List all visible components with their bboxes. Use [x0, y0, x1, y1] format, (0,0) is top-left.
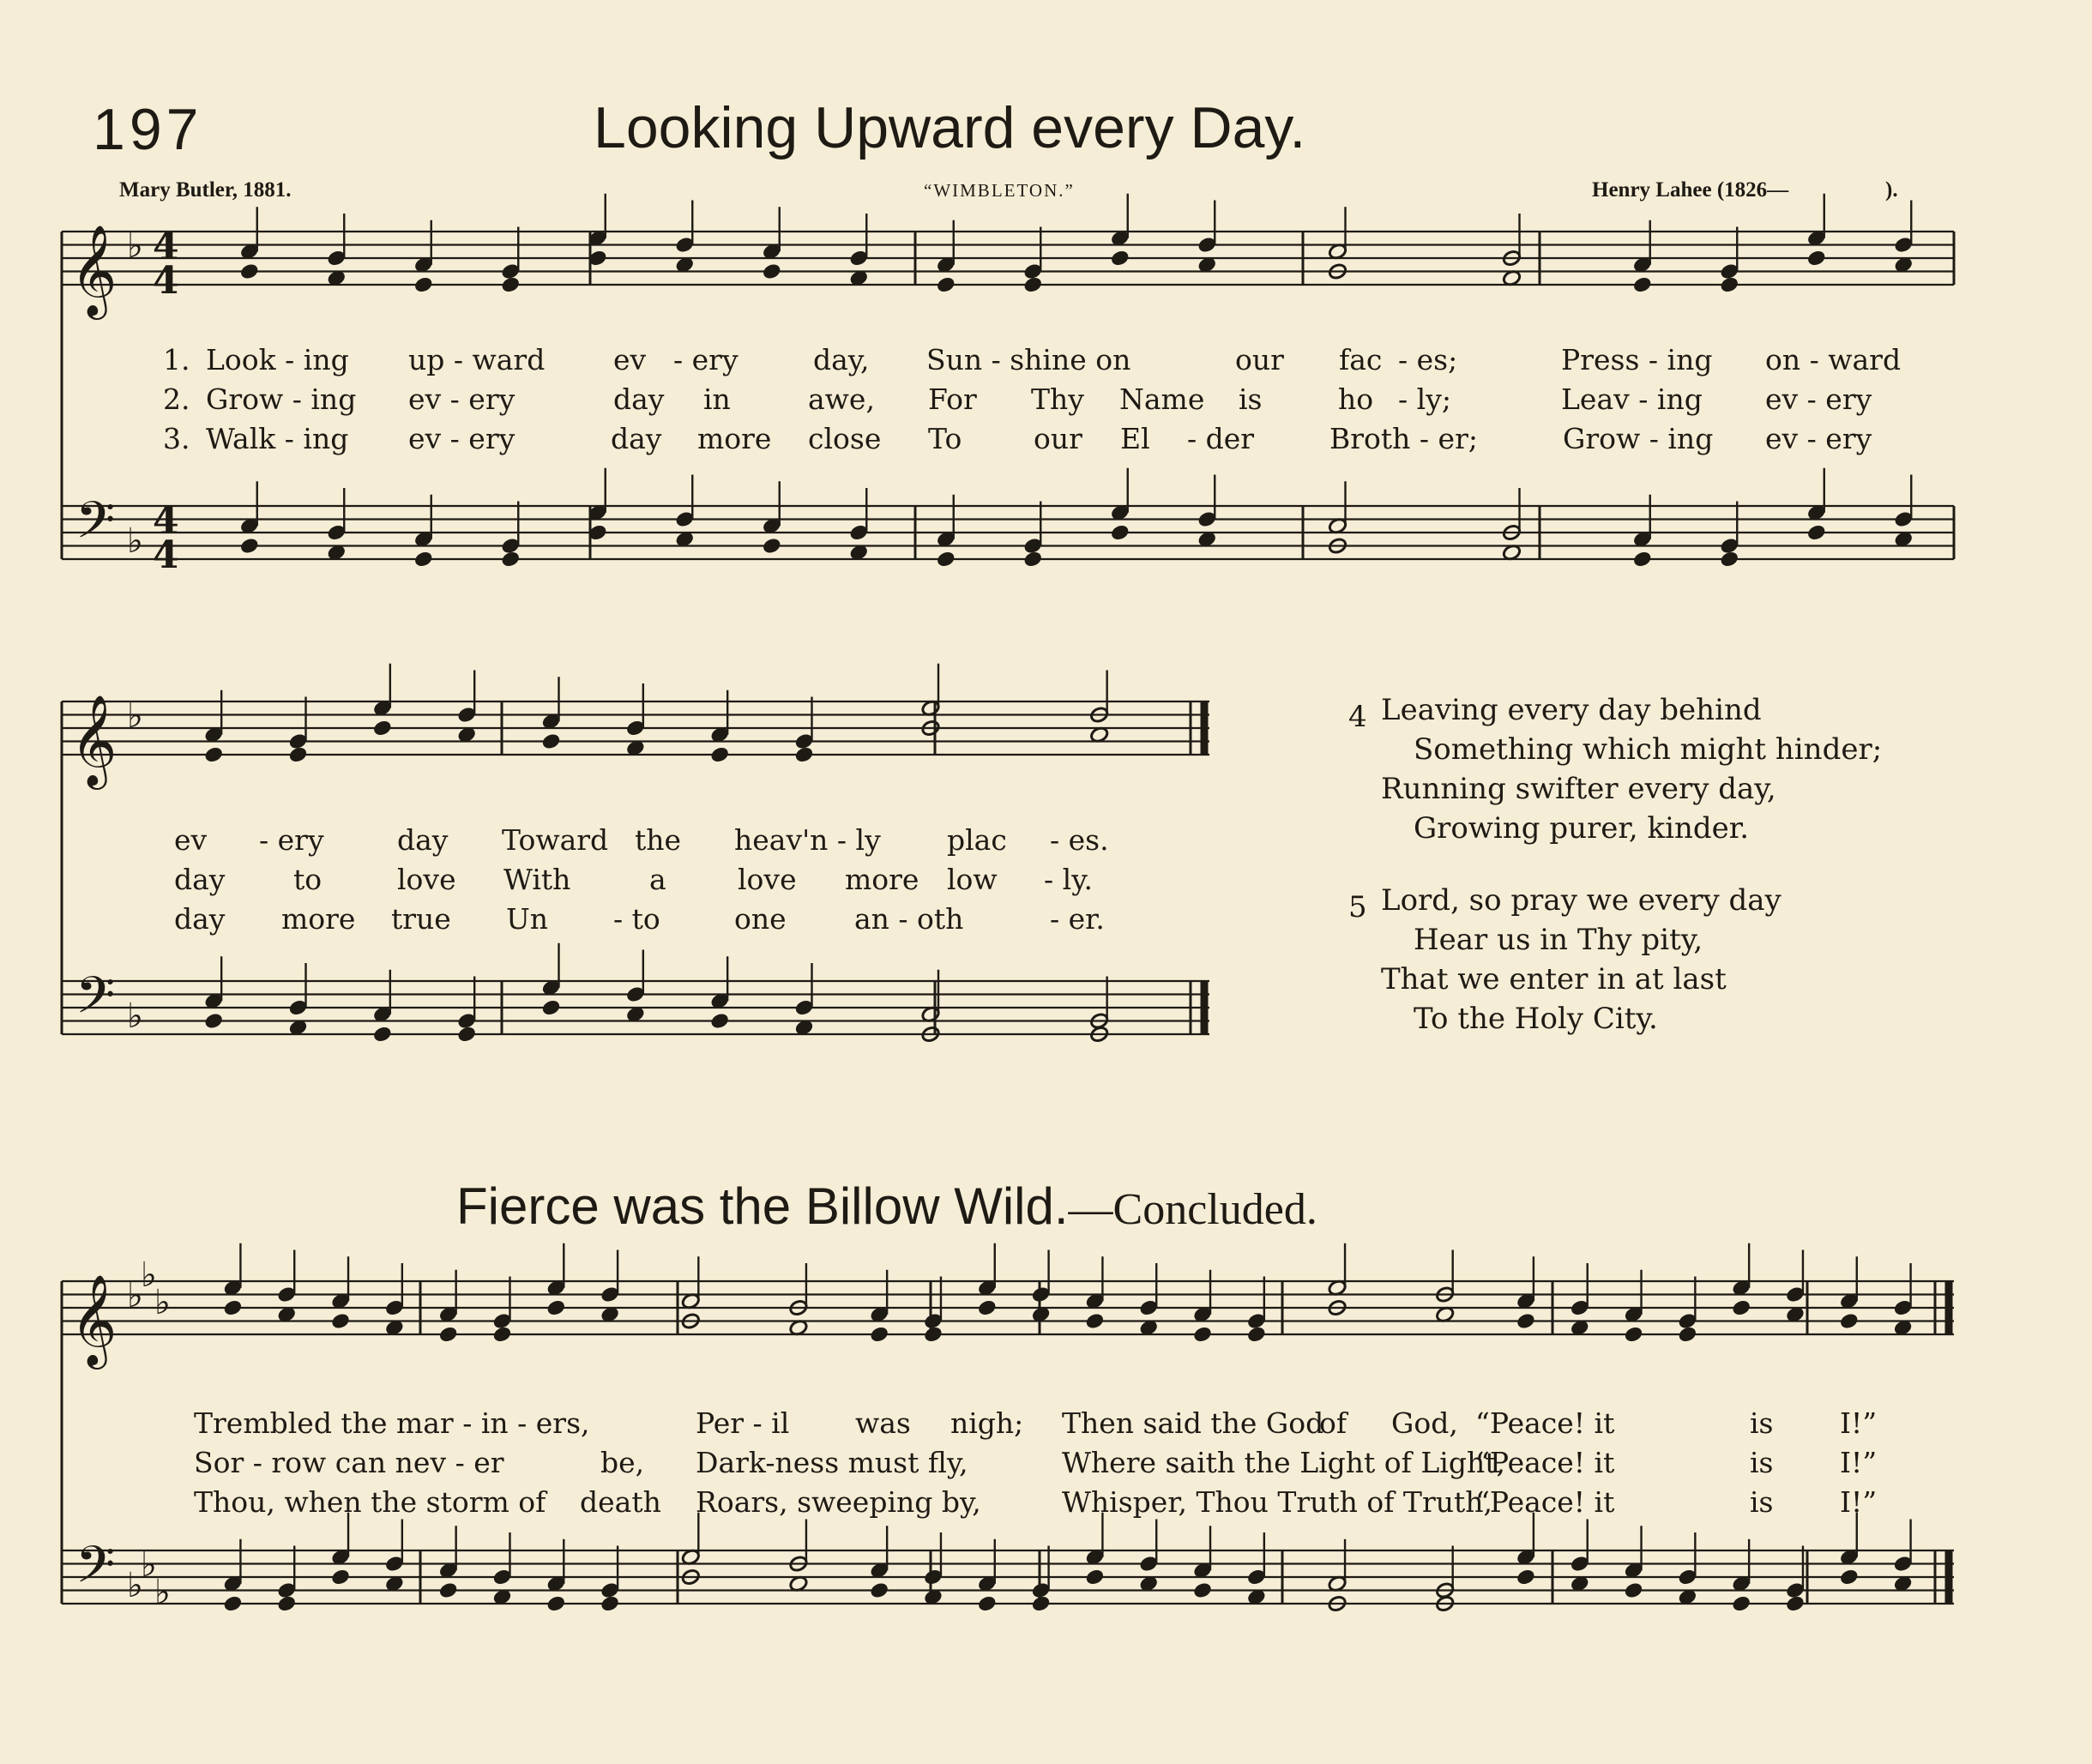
- lyric-word: is: [1750, 1485, 1774, 1519]
- lyric-word: I!”: [1840, 1406, 1878, 1440]
- quarter-note: [1192, 1326, 1212, 1344]
- lyric-word: Trembled the mar - in - ers,: [194, 1406, 590, 1440]
- quarter-note: [1678, 1326, 1697, 1344]
- stanza-line: Leaving every day behind: [1381, 693, 1762, 727]
- quarter-note: [1246, 1326, 1266, 1344]
- lyric-word: up - ward: [408, 343, 546, 376]
- quarter-note: [223, 1299, 243, 1317]
- quarter-note: [546, 1299, 566, 1317]
- bass-clef-icon: 𝄢: [75, 490, 116, 563]
- quarter-note: [1085, 1312, 1105, 1330]
- lyric-word: - to: [613, 902, 660, 936]
- verse-number: 2.: [163, 382, 190, 416]
- quarter-note: [936, 551, 956, 569]
- flat-icon: ♭: [127, 226, 143, 266]
- lyric-word: ev: [613, 343, 647, 376]
- quarter-note: [1110, 250, 1130, 268]
- lyric-word: “Peace! it: [1475, 1446, 1615, 1479]
- lyric-word: - es;: [1398, 343, 1458, 376]
- lyric-word: Per - il: [696, 1406, 790, 1440]
- stanza-line: To the Holy City.: [1414, 1002, 1658, 1036]
- lyric-word: Toward: [502, 823, 609, 857]
- quarter-note: [870, 1581, 889, 1599]
- lyric-word: the: [635, 823, 682, 857]
- quarter-note: [710, 746, 730, 764]
- quarter-note: [1624, 1581, 1643, 1599]
- lyric-word: Where saith the Light of Light,: [1062, 1446, 1505, 1479]
- author-credit: Mary Butler, 1881.: [119, 178, 292, 202]
- lyric-word: our: [1034, 422, 1082, 455]
- verse-number: 3.: [163, 422, 190, 455]
- lyric-word: day: [174, 863, 226, 896]
- flat-icon: ♭: [127, 1276, 143, 1315]
- bass-clef-icon: 𝄢: [75, 965, 116, 1038]
- lyric-word: - ly.: [1044, 863, 1093, 896]
- quarter-note: [372, 1026, 392, 1044]
- lyric-word: a: [649, 863, 666, 896]
- hymn-number: 197: [93, 97, 203, 162]
- quarter-note: [936, 276, 956, 294]
- flat-icon: ♭: [154, 1283, 171, 1322]
- lyric-word: Then said the God: [1062, 1406, 1324, 1440]
- quarter-note: [1031, 1595, 1051, 1613]
- quarter-note: [541, 732, 561, 750]
- lyric-word: Press - ing: [1561, 343, 1713, 376]
- quarter-note: [794, 746, 814, 764]
- lyric-word: Un: [506, 902, 549, 936]
- quarter-note: [977, 1595, 997, 1613]
- hymn-title: Looking Upward every Day.: [594, 95, 1306, 160]
- quarter-note: [413, 276, 433, 294]
- lyric-word: Name: [1119, 382, 1205, 416]
- lyric-word: El: [1120, 422, 1150, 455]
- stanza-line: Running swifter every day,: [1381, 772, 1776, 806]
- composer-credit-close: ).: [1885, 178, 1898, 202]
- quarter-note: [372, 719, 392, 738]
- flat-icon: ♭: [127, 996, 143, 1036]
- quarter-note: [1720, 551, 1739, 569]
- quarter-note: [600, 1595, 620, 1613]
- lyric-word: plac: [947, 823, 1007, 857]
- lyric-word: I!”: [1840, 1485, 1878, 1519]
- quarter-note: [870, 1326, 889, 1344]
- quarter-note: [1839, 1568, 1859, 1586]
- quarter-note: [239, 537, 259, 555]
- lyric-word: For: [928, 382, 977, 416]
- lyric-word: ev: [174, 823, 208, 857]
- lyric-word: God,: [1391, 1406, 1458, 1440]
- quarter-note: [438, 1326, 458, 1344]
- quarter-note: [1806, 524, 1826, 542]
- lyric-word: Leav - ing: [1561, 382, 1703, 416]
- second-hymn-title: Fierce was the Billow Wild.: [456, 1177, 1069, 1235]
- quarter-note: [492, 1326, 512, 1344]
- quarter-note: [277, 1595, 297, 1613]
- quarter-note: [501, 276, 521, 294]
- lyric-word: an - oth: [854, 902, 964, 936]
- lyric-word: “Peace! it: [1475, 1406, 1615, 1440]
- lyric-word: With: [503, 863, 571, 896]
- quarter-note: [1023, 551, 1043, 569]
- quarter-note: [413, 551, 433, 569]
- lyric-word: Roars, sweeping by,: [696, 1485, 981, 1519]
- lyric-word: our: [1235, 343, 1284, 376]
- stanza-line: Lord, so pray we every day: [1381, 883, 1782, 918]
- lyric-word: ev - ery: [1765, 422, 1872, 455]
- lyric-word: more: [845, 863, 919, 896]
- quarter-note: [239, 262, 259, 280]
- lyric-word: Thou, when the storm of: [194, 1485, 546, 1519]
- quarter-note: [223, 1595, 243, 1613]
- lyric-word: ev - ery: [408, 382, 515, 416]
- lyric-word: be,: [600, 1446, 645, 1479]
- lyric-word: on - ward: [1765, 343, 1902, 376]
- flat-icon: ♭: [141, 1545, 157, 1585]
- staff: [62, 232, 1954, 285]
- lyric-word: day: [174, 902, 226, 936]
- quarter-note: [1720, 276, 1739, 294]
- lyric-word: Sor - row can nev - er: [194, 1446, 504, 1479]
- lyric-word: is: [1239, 382, 1263, 416]
- lyric-word: of: [1319, 1406, 1347, 1440]
- treble-clef-icon: 𝄞: [70, 694, 118, 786]
- lyric-word: Look - ing: [206, 343, 349, 376]
- time-signature-bass: 4 4: [153, 499, 179, 577]
- lyric-word: I!”: [1840, 1446, 1878, 1479]
- lyric-word: Grow - ing: [206, 382, 357, 416]
- lyric-word: - es.: [1050, 823, 1109, 857]
- lyric-word: low: [947, 863, 998, 896]
- lyric-word: close: [808, 422, 882, 455]
- lyric-word: - ly;: [1398, 382, 1451, 416]
- quarter-note: [762, 537, 781, 555]
- quarter-note: [1516, 1568, 1535, 1586]
- quarter-note: [541, 999, 561, 1017]
- lyric-word: day: [397, 823, 449, 857]
- quarter-note: [1632, 551, 1652, 569]
- lyric-word: Dark-ness must fly,: [696, 1446, 968, 1479]
- lyric-word: “Peace! it: [1475, 1485, 1615, 1519]
- quarter-note: [288, 746, 308, 764]
- quarter-note: [1785, 1595, 1805, 1613]
- quarter-note: [457, 1026, 477, 1044]
- quarter-note: [923, 1326, 943, 1344]
- flat-icon: ♭: [127, 521, 143, 561]
- concluded-label: —Concluded.: [1068, 1185, 1317, 1234]
- bass-clef-icon: 𝄢: [75, 1534, 116, 1607]
- lyric-word: more: [697, 422, 772, 455]
- lyric-word: Whisper, Thou Truth of Truth,: [1062, 1485, 1492, 1519]
- flat-icon: ♭: [141, 1255, 157, 1295]
- quarter-note: [1732, 1299, 1751, 1317]
- lyric-word: awe,: [808, 382, 875, 416]
- tune-name: “WIMBLETON.”: [924, 180, 1075, 201]
- staff: [62, 1281, 1954, 1334]
- lyric-word: - ery: [673, 343, 739, 376]
- lyric-word: - ery: [259, 823, 324, 857]
- lyric-word: To: [928, 422, 962, 455]
- quarter-note: [762, 262, 781, 280]
- lyric-word: day: [613, 382, 665, 416]
- lyric-word: ev - ery: [1765, 382, 1872, 416]
- quarter-note: [1839, 1312, 1859, 1330]
- lyric-word: to: [293, 863, 323, 896]
- lyric-word: - er.: [1050, 902, 1105, 936]
- quarter-note: [501, 551, 521, 569]
- quarter-note: [330, 1568, 350, 1586]
- quarter-note: [330, 1312, 350, 1330]
- quarter-note: [1624, 1326, 1643, 1344]
- flat-icon: ♭: [154, 1573, 171, 1612]
- quarter-note: [1806, 250, 1826, 268]
- stanza-line: Something which might hinder;: [1414, 732, 1883, 767]
- quarter-note: [438, 1581, 458, 1599]
- lyric-word: ho: [1338, 382, 1374, 416]
- flat-icon: ♭: [127, 1566, 143, 1605]
- stanza-line: Growing purer, kinder.: [1414, 811, 1750, 846]
- lyric-word: nigh;: [950, 1406, 1024, 1440]
- quarter-note: [1516, 1312, 1535, 1330]
- lyric-word: was: [855, 1406, 911, 1440]
- lyric-word: love: [397, 863, 456, 896]
- treble-clef-icon: 𝄞: [70, 1273, 118, 1365]
- quarter-note: [1110, 524, 1130, 542]
- lyric-word: Thy: [1031, 382, 1084, 416]
- quarter-note: [1632, 276, 1652, 294]
- verse-number: 1.: [163, 343, 190, 376]
- lyric-word: more: [281, 902, 356, 936]
- lyric-word: day: [611, 422, 662, 455]
- lyric-word: Broth - er;: [1329, 422, 1478, 455]
- quarter-note: [977, 1299, 997, 1317]
- time-signature-treble: 4 4: [153, 225, 179, 303]
- composer-credit: Henry Lahee (1826—: [1592, 178, 1789, 202]
- lyric-word: is: [1750, 1446, 1774, 1479]
- lyric-word: Walk - ing: [206, 422, 349, 455]
- lyric-word: is: [1750, 1406, 1774, 1440]
- quarter-note: [1023, 276, 1043, 294]
- lyric-word: love: [738, 863, 797, 896]
- quarter-note: [1192, 1581, 1212, 1599]
- treble-clef-icon: 𝄞: [70, 224, 118, 316]
- quarter-note: [1085, 1568, 1105, 1586]
- lyric-word: heav'n - ly: [734, 823, 881, 857]
- quarter-note: [1732, 1595, 1751, 1613]
- second-hymn-heading: [456, 1177, 1317, 1236]
- lyric-word: Sun - shine on: [926, 343, 1131, 376]
- quarter-note: [204, 746, 224, 764]
- lyric-word: death: [580, 1485, 661, 1519]
- lyric-word: day,: [813, 343, 870, 376]
- staff: [62, 506, 1954, 559]
- stanza-line: Hear us in Thy pity,: [1414, 923, 1703, 957]
- flat-icon: ♭: [127, 696, 143, 736]
- quarter-note: [710, 1012, 730, 1030]
- quarter-note: [204, 1012, 224, 1030]
- lyric-word: ev - ery: [408, 422, 515, 455]
- lyric-word: Grow - ing: [1563, 422, 1714, 455]
- stanza-line: That we enter in at last: [1381, 962, 1727, 996]
- lyric-word: true: [391, 902, 451, 936]
- quarter-note: [546, 1595, 566, 1613]
- lyric-word: - der: [1187, 422, 1255, 455]
- stanza-number: 5: [1348, 890, 1367, 924]
- lyric-word: in: [703, 382, 731, 416]
- lyric-word: fac: [1339, 343, 1383, 376]
- lyric-word: one: [734, 902, 787, 936]
- stanza-number: 4: [1348, 700, 1367, 734]
